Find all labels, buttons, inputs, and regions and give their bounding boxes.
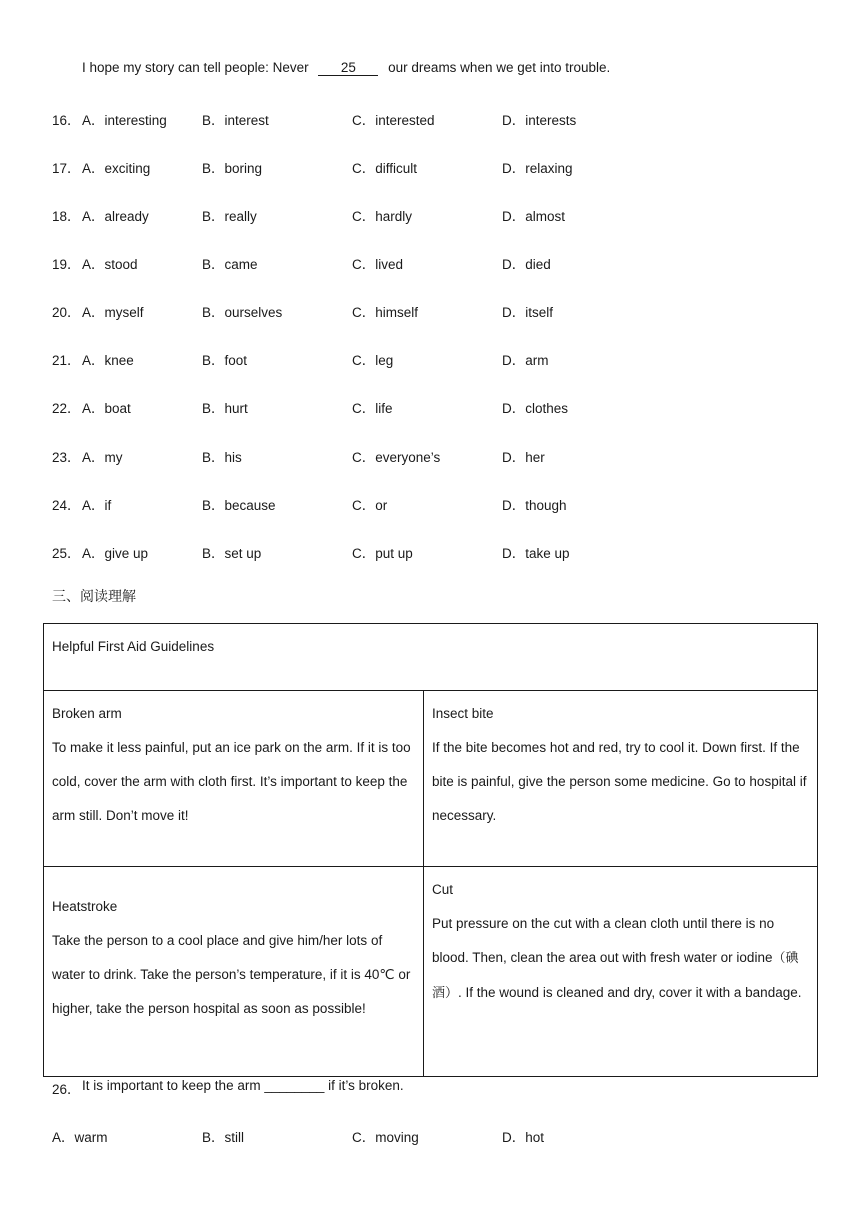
question-number: 17． bbox=[52, 161, 81, 176]
option-d[interactable]: D．relaxing bbox=[502, 161, 573, 176]
intro-before: I hope my story can tell people: Never bbox=[82, 60, 309, 75]
option-c[interactable]: C．hardly bbox=[352, 209, 413, 224]
option-c[interactable]: C．moving bbox=[352, 1130, 419, 1145]
option-c[interactable]: C．lived bbox=[352, 257, 404, 272]
question-number: 21． bbox=[52, 353, 81, 368]
heatstroke-heading: Heatstroke bbox=[52, 899, 118, 914]
option-c[interactable]: C．himself bbox=[352, 305, 419, 320]
insect-bite-heading: Insect bite bbox=[432, 706, 494, 721]
cut-text-cjk: （碘酒） bbox=[432, 951, 799, 1001]
option-d[interactable]: D．interests bbox=[502, 113, 577, 128]
table-title: Helpful First Aid Guidelines bbox=[52, 639, 215, 654]
option-c[interactable]: C．life bbox=[352, 401, 393, 416]
option-b[interactable]: B．ourselves bbox=[202, 305, 283, 320]
question-stem: It is important to keep the arm ________ if it’s broken. bbox=[82, 1078, 404, 1093]
option-b[interactable]: B．foot bbox=[202, 353, 248, 368]
option-d[interactable]: D．clothes bbox=[502, 401, 569, 416]
cut-text bbox=[432, 907, 809, 1011]
option-b[interactable]: B．his bbox=[202, 450, 242, 465]
intro-after: our dreams when we get into trouble. bbox=[388, 60, 611, 75]
option-c[interactable]: C．or bbox=[352, 498, 388, 513]
option-b[interactable]: B．set up bbox=[202, 546, 262, 561]
option-b[interactable]: B．because bbox=[202, 498, 276, 513]
heatstroke-cell bbox=[44, 867, 424, 1077]
heatstroke-text: Take the person to a cool place and give him/her lots of water to drink. Take the person’s temperature, if it is 40℃ or higher, take the person hospital as soon as possible! bbox=[52, 933, 411, 1016]
option-c[interactable]: C．put up bbox=[352, 546, 413, 561]
option-b[interactable]: B．boring bbox=[202, 161, 263, 176]
insect-bite-text: If the bite becomes hot and red, try to cool it. Down first. If the bite is painful, give the person some medicine. Go to hospital if necessary. bbox=[432, 740, 807, 823]
question-number: 19． bbox=[52, 257, 81, 272]
broken-arm-text: To make it less painful, put an ice park on the arm. If it is too cold, cover the arm with cloth first. It’s important to keep the arm still. Don’t move it! bbox=[52, 740, 411, 823]
question-number: 18． bbox=[52, 209, 81, 224]
option-d[interactable]: D．died bbox=[502, 257, 551, 272]
option-b[interactable]: B．interest bbox=[202, 113, 269, 128]
blank-25: 25 bbox=[318, 60, 378, 76]
option-b[interactable]: B．really bbox=[202, 209, 257, 224]
section-title: 三、阅读理解 bbox=[52, 589, 136, 605]
option-a[interactable]: A．my bbox=[82, 450, 123, 465]
intro-sentence bbox=[82, 60, 610, 76]
question-number: 16． bbox=[52, 113, 81, 128]
option-d[interactable]: D．arm bbox=[502, 353, 549, 368]
option-c[interactable]: C．difficult bbox=[352, 161, 418, 176]
cut-cell bbox=[424, 867, 818, 1077]
question-number: 20． bbox=[52, 305, 81, 320]
question-number: 26． bbox=[52, 1082, 81, 1097]
question-number: 23． bbox=[52, 450, 81, 465]
broken-arm-cell bbox=[44, 691, 424, 867]
insect-bite-cell bbox=[424, 691, 818, 867]
cut-heading: Cut bbox=[432, 882, 454, 897]
option-d[interactable]: D．her bbox=[502, 450, 545, 465]
option-b[interactable]: B．hurt bbox=[202, 401, 248, 416]
option-a[interactable]: A．exciting bbox=[82, 161, 151, 176]
table-title-cell bbox=[44, 624, 818, 691]
option-a[interactable]: A．if bbox=[82, 498, 112, 513]
option-a[interactable]: A．myself bbox=[82, 305, 144, 320]
question-number: 25． bbox=[52, 546, 81, 561]
option-a[interactable]: A．boat bbox=[82, 401, 131, 416]
option-b[interactable]: B．still bbox=[202, 1130, 245, 1145]
option-c[interactable]: C．everyone’s bbox=[352, 450, 441, 465]
option-a[interactable]: A．stood bbox=[82, 257, 138, 272]
option-a[interactable]: A．already bbox=[82, 209, 149, 224]
option-a[interactable]: A．give up bbox=[82, 546, 149, 561]
option-c[interactable]: C．leg bbox=[352, 353, 394, 368]
question-number: 24． bbox=[52, 498, 81, 513]
question-number: 22． bbox=[52, 401, 81, 416]
first-aid-table bbox=[43, 623, 818, 1077]
option-d[interactable]: D．almost bbox=[502, 209, 566, 224]
cut-text-part2: . If the wound is cleaned and dry, cover it with a bandage. bbox=[458, 985, 802, 1000]
option-b[interactable]: B．came bbox=[202, 257, 258, 272]
option-a[interactable]: A．knee bbox=[82, 353, 134, 368]
option-d[interactable]: D．hot bbox=[502, 1130, 545, 1145]
cut-text-part1: Put pressure on the cut with a clean cloth until there is no blood. Then, clean the area out with fresh water or iodine bbox=[432, 916, 775, 965]
option-d[interactable]: D．itself bbox=[502, 305, 554, 320]
option-d[interactable]: D．though bbox=[502, 498, 567, 513]
option-c[interactable]: C．interested bbox=[352, 113, 435, 128]
option-a[interactable]: A．interesting bbox=[82, 113, 167, 128]
broken-arm-heading: Broken arm bbox=[52, 706, 122, 721]
option-d[interactable]: D．take up bbox=[502, 546, 570, 561]
option-a[interactable]: A．warm bbox=[52, 1130, 108, 1145]
